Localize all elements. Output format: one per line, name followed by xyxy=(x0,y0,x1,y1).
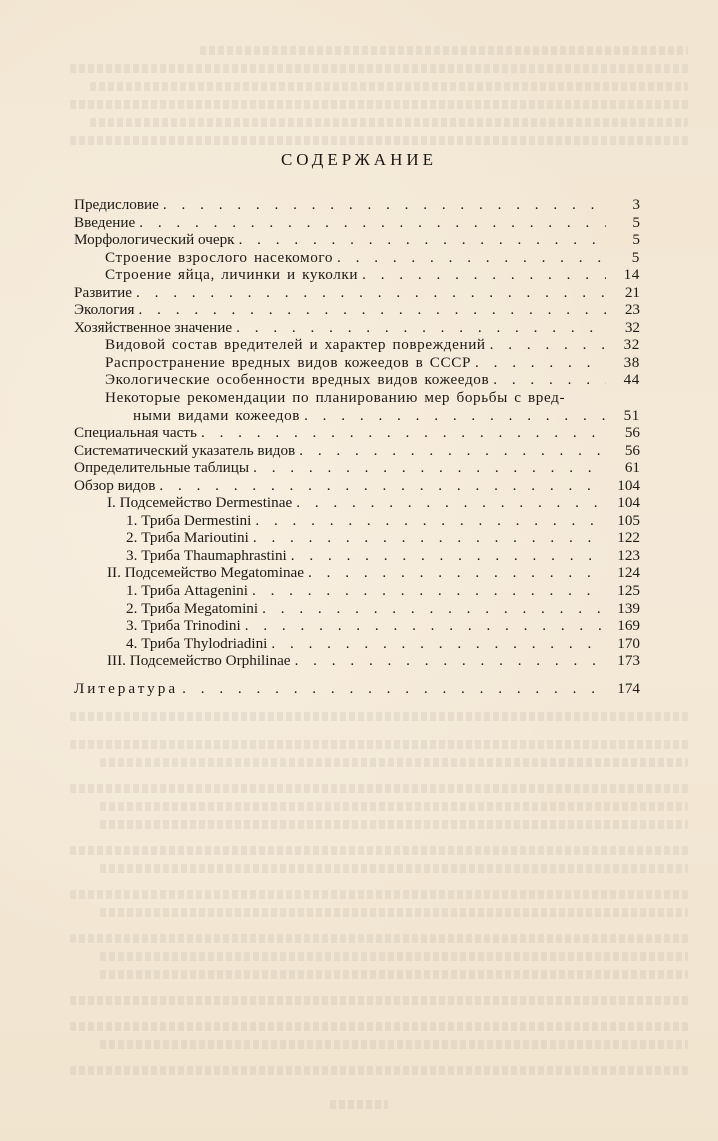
toc-page-number: 173 xyxy=(617,652,640,670)
toc-entry xyxy=(74,547,640,565)
toc-page-number: 139 xyxy=(617,599,640,617)
bleed-through-line xyxy=(70,846,688,855)
toc-page-number: 61 xyxy=(624,459,640,477)
toc-entry-title: Строение взрослого насекомого xyxy=(105,248,334,266)
dot-leader xyxy=(252,582,606,600)
dot-leader xyxy=(308,564,606,582)
toc-entry-title: 3. Триба Thaumaphrastini xyxy=(126,546,287,564)
toc-entry xyxy=(74,564,640,582)
toc-page-number: 3 xyxy=(632,196,640,213)
toc-entry-title: Систематический указатель видов xyxy=(74,441,296,459)
toc-page-number: 38 xyxy=(623,353,640,371)
toc-page-number: 51 xyxy=(623,406,640,424)
toc-entry-title: ными видами кожеедов xyxy=(133,406,301,424)
bleed-through-line xyxy=(70,996,688,1005)
toc-entry-title: Специальная часть xyxy=(74,424,197,442)
toc-entry-title: Литература xyxy=(74,679,179,697)
toc-page-number: 122 xyxy=(617,529,640,547)
toc-entry xyxy=(74,354,640,372)
bleed-through-line xyxy=(100,952,688,961)
toc-entry xyxy=(74,231,640,249)
bleed-through-line xyxy=(70,890,688,899)
page-title: СОДЕРЖАНИЕ xyxy=(280,150,438,169)
bleed-through-line xyxy=(100,1040,688,1049)
toc-entry-title: 1. Триба Dermestini xyxy=(126,511,252,529)
dot-leader xyxy=(201,424,606,442)
dot-leader xyxy=(139,301,606,319)
toc-page-number: 32 xyxy=(623,336,640,354)
toc-entry xyxy=(74,196,640,214)
toc-entry-title: I. Подсемейство Dermestinae xyxy=(107,494,293,512)
toc-entry xyxy=(74,442,640,460)
toc-entry-title: Экологические особенности вредных видов кожеедов xyxy=(105,371,490,389)
toc-entry xyxy=(74,617,640,635)
bleed-through-line xyxy=(70,740,688,749)
toc-entry-title: Хозяйственное значение xyxy=(74,318,233,336)
dot-leader xyxy=(493,371,606,389)
toc-page-number: 56 xyxy=(624,441,640,459)
dot-leader xyxy=(255,512,606,530)
toc-page-number: 5 xyxy=(631,248,640,266)
toc-entry-title: Экология xyxy=(74,301,135,319)
toc-entry-title: Предисловие xyxy=(74,196,159,213)
toc-page-number: 169 xyxy=(617,617,640,635)
toc-entry-title: Видовой состав вредителей и характер повреждений xyxy=(105,336,486,354)
toc-entry xyxy=(74,284,640,302)
bleed-through-line xyxy=(70,934,688,943)
dot-leader xyxy=(163,196,606,214)
toc-page-number: 56 xyxy=(624,424,640,442)
table-of-contents xyxy=(74,196,640,697)
toc-page-number: 23 xyxy=(624,301,640,319)
bleed-through-line xyxy=(70,784,688,793)
toc-entry xyxy=(74,529,640,547)
bleed-through-page-number xyxy=(330,1100,388,1109)
dot-leader xyxy=(337,249,606,267)
dot-leader xyxy=(253,459,606,477)
bleed-through-line xyxy=(100,970,688,979)
toc-entry xyxy=(74,494,640,512)
bleed-through-line xyxy=(90,82,688,91)
bleed-through-line xyxy=(100,820,688,829)
bleed-through-line xyxy=(100,758,688,767)
dot-leader xyxy=(182,680,606,698)
toc-page-number: 123 xyxy=(617,546,640,564)
toc-page-number: 125 xyxy=(617,582,640,600)
toc-entry-title: 3. Триба Trinodini xyxy=(126,617,241,635)
dot-leader xyxy=(239,231,606,249)
toc-entry xyxy=(74,371,640,389)
dot-leader xyxy=(253,529,606,547)
toc-entry-title: Определительные таблицы xyxy=(74,459,250,477)
toc-entry-title: Некоторые рекомендации по планированию мер борьбы с вред- xyxy=(105,389,566,407)
toc-entry xyxy=(74,301,640,319)
toc-entry-title: 2. Триба Marioutini xyxy=(126,529,249,547)
toc-entry-title: Обзор видов xyxy=(74,476,156,494)
dot-leader xyxy=(139,214,606,232)
toc-entry xyxy=(74,407,640,425)
toc-entry xyxy=(74,635,640,653)
dot-leader xyxy=(245,617,606,635)
toc-page-number: 124 xyxy=(617,564,640,582)
toc-entry-title: 4. Триба Thylodriadini xyxy=(126,634,268,652)
toc-entry xyxy=(74,459,640,477)
toc-entry-title: 1. Триба Attagenini xyxy=(126,582,248,600)
bleed-through-line xyxy=(100,908,688,917)
toc-entry-title: Морфологический очерк xyxy=(74,231,235,249)
toc-entry xyxy=(74,600,640,618)
bleed-through-line xyxy=(70,136,688,145)
toc-entry-title: III. Подсемейство Orphilinae xyxy=(107,652,291,670)
dot-leader xyxy=(362,266,606,284)
toc-page-number: 32 xyxy=(624,318,640,336)
bleed-through-line xyxy=(100,864,688,873)
section-gap xyxy=(74,670,640,680)
bleed-through-line xyxy=(100,802,688,811)
dot-leader xyxy=(475,354,606,372)
dot-leader xyxy=(291,547,606,565)
toc-entry xyxy=(74,336,640,354)
dot-leader xyxy=(236,319,606,337)
dot-leader xyxy=(490,336,606,354)
bleed-through-line xyxy=(70,1066,688,1075)
toc-page-number: 104 xyxy=(617,476,640,494)
dot-leader xyxy=(296,494,606,512)
dot-leader xyxy=(299,442,606,460)
toc-entry xyxy=(74,214,640,232)
toc-page-number: 21 xyxy=(624,283,640,301)
toc-page-number: 5 xyxy=(632,231,640,249)
toc-entry xyxy=(74,582,640,600)
toc-entry xyxy=(74,477,640,495)
dot-leader xyxy=(262,600,606,618)
toc-entry xyxy=(74,266,640,284)
toc-entry-title: II. Подсемейство Megatominae xyxy=(107,564,305,582)
toc-page-number: 105 xyxy=(617,511,640,529)
toc-entry-title: Распространение вредных видов кожеедов в СССР xyxy=(105,353,472,371)
dot-leader xyxy=(159,477,606,495)
dot-leader xyxy=(304,407,606,425)
toc-page-number: 44 xyxy=(623,371,640,389)
toc-page-number: 174 xyxy=(617,679,640,697)
dot-leader xyxy=(295,652,606,670)
toc-entry-title: Развитие xyxy=(74,283,132,301)
bleed-through-line xyxy=(70,100,688,109)
toc-page-number: 170 xyxy=(617,634,640,652)
bleed-through-line xyxy=(200,46,688,55)
toc-entry-title: Введение xyxy=(74,213,136,231)
toc-entry xyxy=(74,389,640,407)
bleed-through-line xyxy=(70,1022,688,1031)
toc-entry xyxy=(74,249,640,267)
toc-entry-title: 2. Триба Megatomini xyxy=(126,599,259,617)
toc-entry xyxy=(74,652,640,670)
dot-leader xyxy=(271,635,606,653)
toc-entry xyxy=(74,512,640,530)
dot-leader xyxy=(136,284,606,302)
toc-page-number: 104 xyxy=(617,494,640,512)
toc-entry xyxy=(74,424,640,442)
toc-page-number: 5 xyxy=(632,213,640,231)
toc-entry xyxy=(74,680,640,698)
toc-page-number: 14 xyxy=(623,266,640,284)
bleed-through-line xyxy=(70,712,688,721)
toc-entry xyxy=(74,319,640,337)
bleed-through-line xyxy=(90,118,688,127)
bleed-through-line xyxy=(70,64,688,73)
toc-entry-title: Строение яйца, личинки и куколки xyxy=(105,266,359,284)
